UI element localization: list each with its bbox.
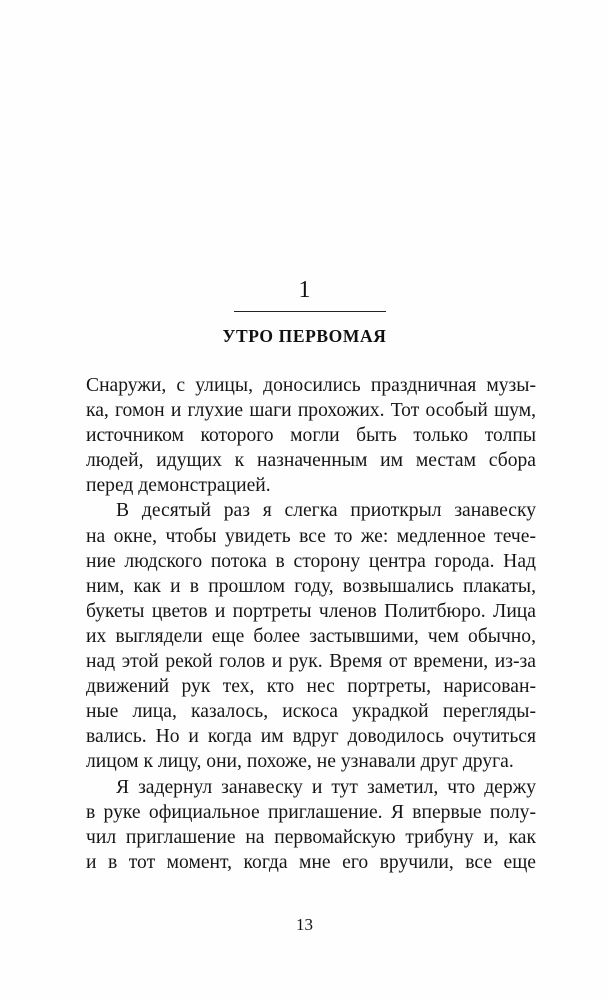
- paragraph-2: [86, 498, 536, 774]
- page-number: 13: [296, 915, 313, 934]
- text-line: на окне, чтобы увидеть все то же: медленное тече-: [86, 525, 536, 547]
- text-line: ние людского потока в сторону центра города. Над: [86, 550, 536, 572]
- text-line: их выглядели еще более застывшими, чем обычно,: [86, 625, 536, 647]
- text-line: ка, гомон и глухие шаги прохожих. Тот особый шум,: [86, 400, 536, 422]
- chapter-divider-rule: [234, 311, 386, 312]
- paragraph-3: [86, 775, 536, 875]
- text-line: Я задернул занавеску и тут заметил, что держу: [116, 776, 536, 798]
- text-line: Снаружи, с улицы, доносились праздничная музы-: [86, 375, 536, 396]
- text-line: перед демонстрацией.: [86, 475, 271, 497]
- chapter-number: 1: [298, 277, 311, 303]
- body-text: [86, 373, 536, 875]
- text-line: ные лица, казалось, искоса украдкой перегляды-: [86, 701, 536, 723]
- text-line: В десятый раз я слегка приоткрыл занавеску: [116, 500, 536, 522]
- text-line: людей, идущих к назначенным им местам сбора: [86, 450, 536, 472]
- text-line: букеты цветов и портреты членов Политбюро. Лица: [86, 600, 536, 622]
- text-line: чил приглашение на первомайскую трибуну и, как: [86, 826, 536, 848]
- chapter-title: УТРО ПЕРВОМАЯ: [222, 326, 387, 346]
- text-line: и в тот момент, когда мне его вручили, все еще: [86, 851, 536, 873]
- text-line: над этой рекой голов и рук. Время от времени, из-за: [86, 651, 536, 673]
- text-line: движений рук тех, кто нес портреты, нарисован-: [86, 676, 536, 698]
- paragraph-1: [86, 373, 536, 498]
- text-line: источником которого могли быть только толпы: [86, 425, 536, 447]
- text-line: вались. Но и когда им вдруг доводилось очутиться: [86, 726, 536, 748]
- text-line: ним, как и в прошлом году, возвышались плакаты,: [86, 575, 536, 597]
- text-line: в руке официальное приглашение. Я впервые полу-: [86, 801, 536, 823]
- text-line: лицом к лицу, они, похоже, не узнавали друг друга.: [86, 751, 514, 773]
